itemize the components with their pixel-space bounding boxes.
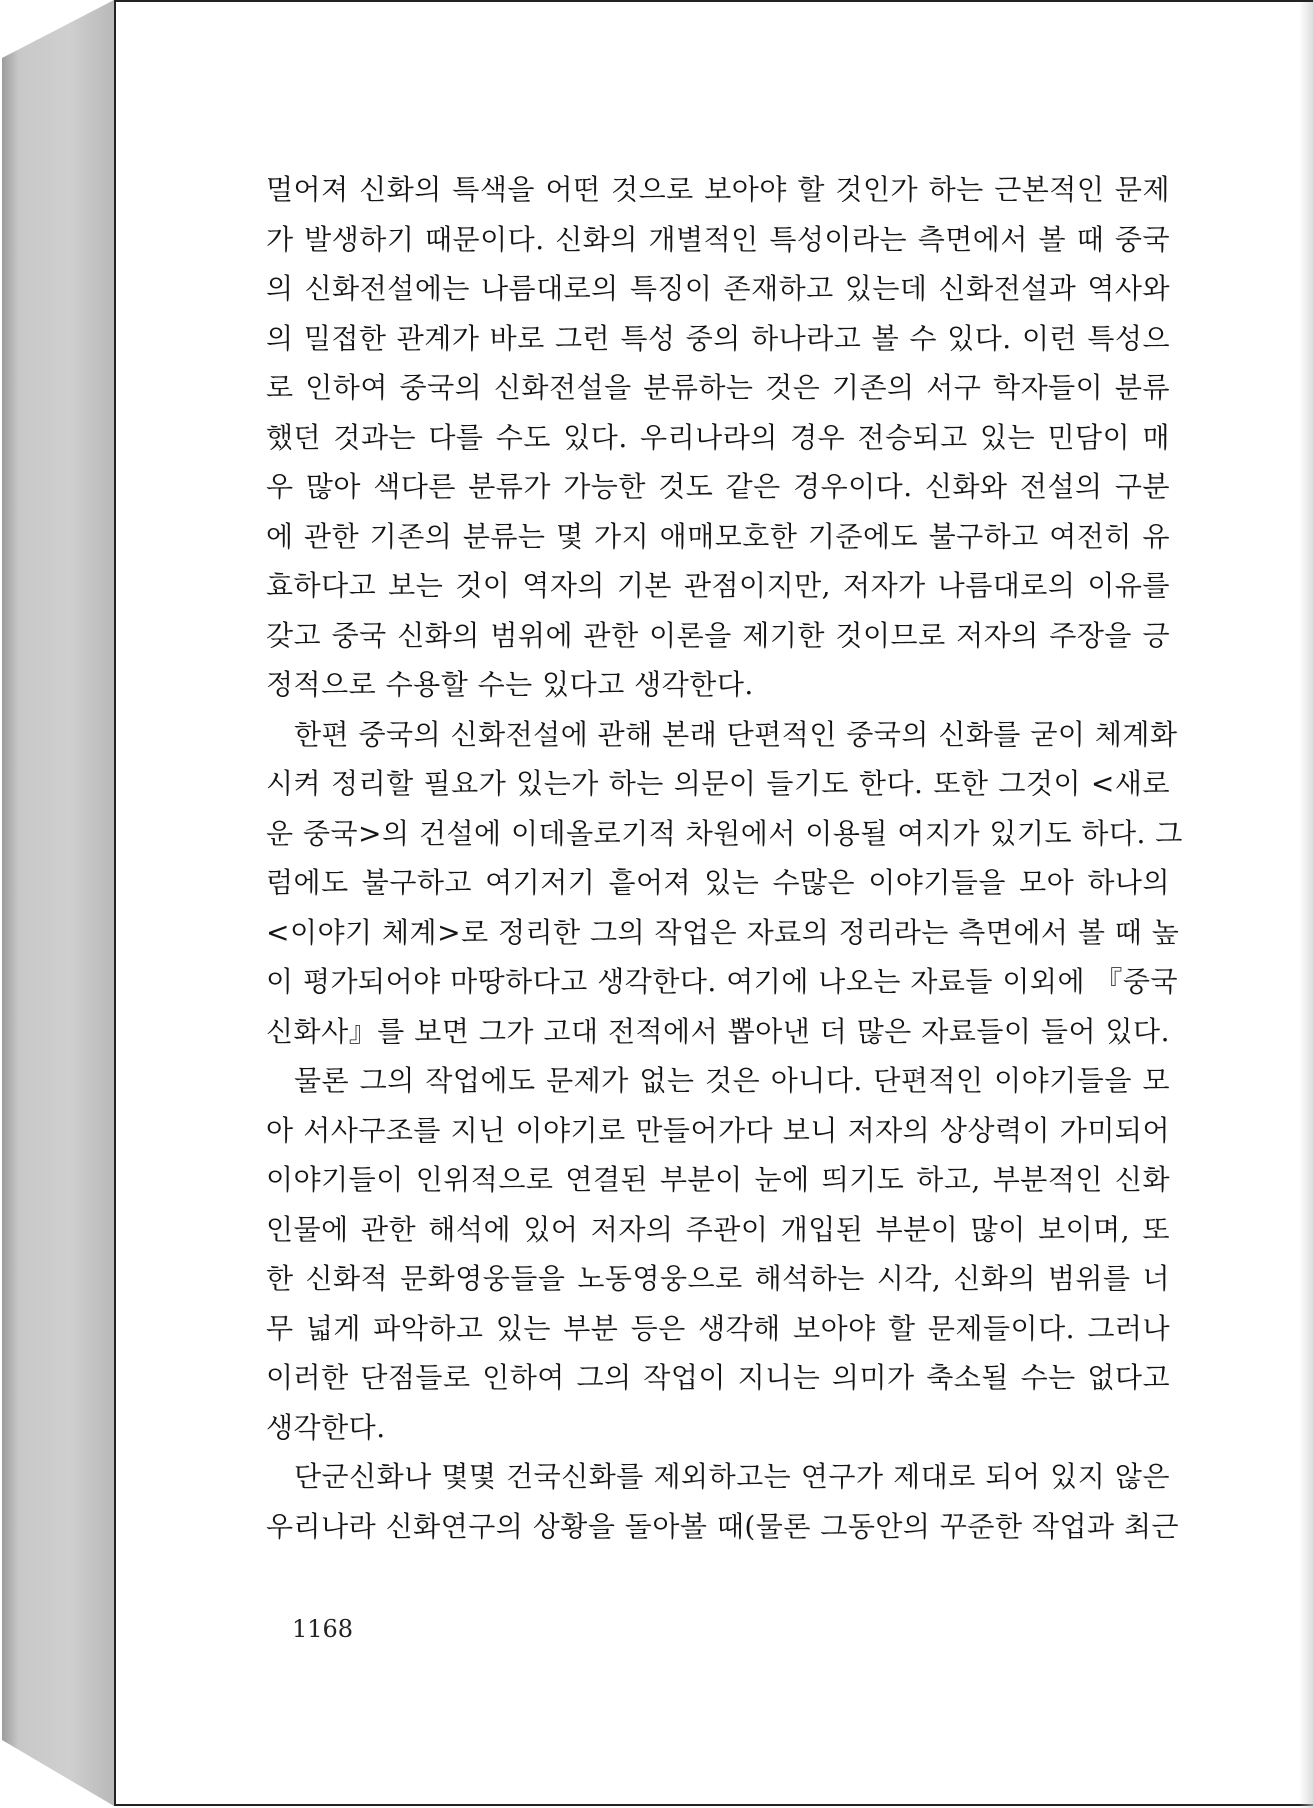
text-line: 한 신화적 문화영웅들을 노동영웅으로 해석하는 시각, 신화의 범위를 너 [266,1262,1170,1295]
text-line: 에 관한 기존의 분류는 몇 가지 애매모호한 기준에도 불구하고 여전히 유 [266,519,1170,553]
text-line: <이야기 체계>로 정리한 그의 작업은 자료의 정리라는 측면에서 볼 때 높 [266,915,1180,949]
page-number: 1168 [292,1615,354,1643]
text-line: 우리나라 신화연구의 상황을 돌아볼 때(물론 그동안의 꾸준한 작업과 최근 [266,1509,1180,1543]
text-line: 럼에도 불구하고 여기저기 흩어져 있는 수많은 이야기들을 모아 하나의 [266,866,1170,899]
page-shadow [1299,2,1313,1808]
text-line: 멀어져 신화의 특색을 어떤 것으로 보아야 할 것인가 하는 근본적인 문제 [266,173,1170,206]
text-line: 무 넓게 파악하고 있는 부분 등은 생각해 보아야 할 문제들이다. 그러나 [266,1311,1170,1345]
text-line: 우 많아 색다른 분류가 가능한 것도 같은 경우이다. 신화와 전설의 구분 [266,470,1170,503]
text-line: 효하다고 보는 것이 역자의 기본 관점이지만, 저자가 나름대로의 이유를 [266,569,1170,602]
text-line: 정적으로 수용할 수는 있다고 생각한다. [266,668,754,701]
text-line: 갖고 중국 신화의 범위에 관한 이론을 제기한 것이므로 저자의 주장을 긍 [266,618,1170,652]
text-line: 이 평가되어야 마땅하다고 생각한다. 여기에 나오는 자료들 이외에 『중국 [266,965,1178,998]
text-line: 생각한다. [266,1410,386,1444]
text-line: 가 발생하기 때문이다. 신화의 개별적인 특성이라는 측면에서 볼 때 중국 [266,222,1170,256]
text-line: 아 서사구조를 지닌 이야기로 만들어가다 보니 저자의 상상력이 가미되어 [266,1113,1170,1147]
text-line: 시켜 정리할 필요가 있는가 하는 의문이 들기도 한다. 또한 그것이 <새로 [266,767,1170,800]
text-line: 신화사』를 보면 그가 고대 전적에서 뽑아낸 더 많은 자료들이 들어 있다. [266,1014,1170,1048]
text-line: 이야기들이 인위적으로 연결된 부분이 눈에 띄기도 하고, 부분적인 신화 [266,1163,1170,1196]
book-edge [0,0,118,1806]
text-line: 물론 그의 작업에도 문제가 없는 것은 아니다. 단편적인 이야기들을 모 [294,1064,1170,1097]
text-line: 했던 것과는 다를 수도 있다. 우리나라의 경우 전승되고 있는 민담이 매 [266,420,1170,454]
text-line: 의 밀접한 관계가 바로 그런 특성 중의 하나라고 볼 수 있다. 이런 특성으 [266,321,1170,355]
text-line: 이러한 단점들로 인하여 그의 작업이 지니는 의미가 축소될 수는 없다고 [266,1361,1170,1394]
text-line: 로 인하여 중국의 신화전설을 분류하는 것은 기존의 서구 학자들이 분류 [266,371,1170,404]
text-line: 인물에 관한 해석에 있어 저자의 주관이 개입된 부분이 많이 보이며, 또 [266,1212,1170,1246]
text-line: 운 중국>의 건설에 이데올로기적 차원에서 이용될 여지가 있기도 하다. 그 [266,816,1183,850]
text-line: 한편 중국의 신화전설에 관해 본래 단편적인 중국의 신화를 굳이 체계화 [294,717,1178,751]
text-line: 단군신화나 몇몇 건국신화를 제외하고는 연구가 제대로 되어 있지 않은 [294,1460,1170,1493]
text-line: 의 신화전설에는 나름대로의 특징이 존재하고 있는데 신화전설과 역사와 [266,272,1170,305]
body-text [266,165,1183,1551]
